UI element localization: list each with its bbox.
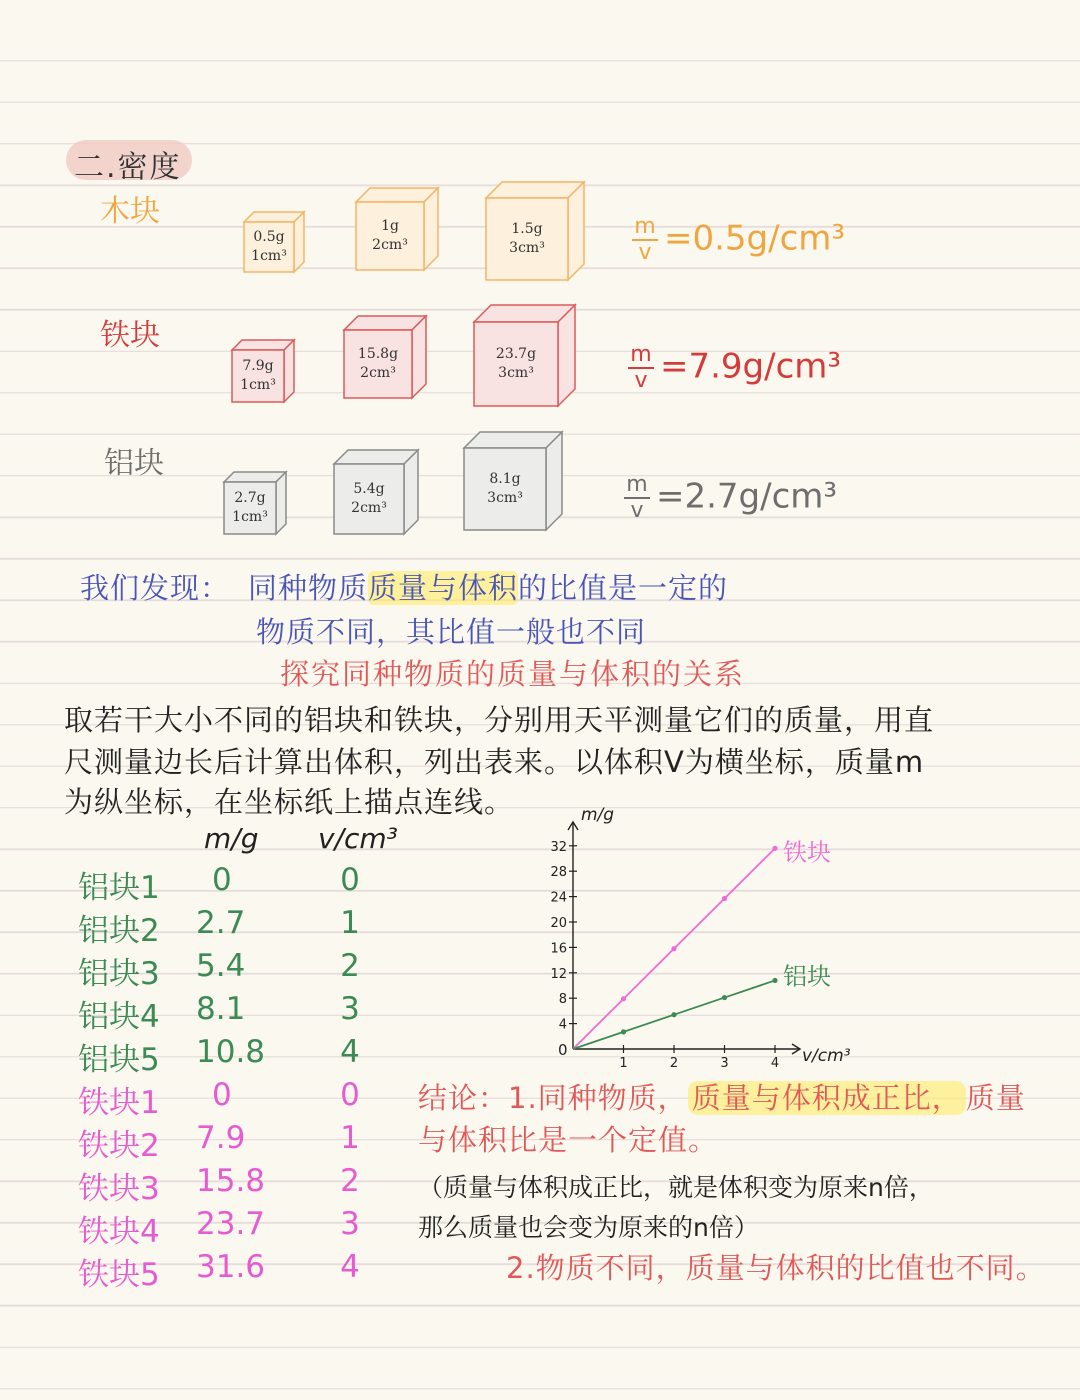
data-point — [671, 1012, 676, 1017]
cube-0-0 — [244, 212, 304, 272]
page-title: 二.密度 — [74, 150, 182, 185]
y-tick-label: 32 — [550, 839, 567, 855]
cube-0-2 — [486, 182, 584, 280]
table-row-name: 铝块2 — [78, 913, 160, 949]
cube-2-1 — [334, 450, 418, 534]
table-row-mass: 0 — [212, 1077, 232, 1113]
x-tick-label: 1 — [619, 1056, 628, 1071]
cube-2-2 — [464, 432, 562, 530]
table-row-name: 铁块1 — [78, 1085, 160, 1121]
data-point — [621, 996, 626, 1001]
y-axis-label: m/g — [581, 805, 615, 825]
paragraph-line-2: 尺测量边长后计算出体积，列出表来。以体积V为横坐标，质量m — [64, 745, 925, 779]
cube-mass-label: 2.7g — [234, 490, 266, 506]
data-point — [772, 846, 777, 851]
series-label: 铁块 — [783, 838, 831, 867]
data-point — [772, 978, 777, 983]
cube-volume-label: 1cm³ — [251, 248, 287, 264]
formula-numerator: m — [630, 342, 652, 367]
x-axis-label: v/cm³ — [802, 1046, 851, 1066]
cube-mass-label: 8.1g — [489, 471, 521, 487]
table-row-name: 铁块3 — [78, 1171, 160, 1207]
cube-mass-label: 23.7g — [495, 346, 537, 362]
cube-mass-label: 7.9g — [242, 358, 274, 374]
wood-block-label: 木块 — [100, 194, 160, 229]
finding-text-a: 同种物质 — [248, 571, 369, 605]
formula-numerator: m — [634, 214, 656, 239]
origin-label: 0 — [558, 1041, 568, 1059]
table-row-mass: 8.1 — [196, 991, 246, 1027]
cube-volume-label: 3cm³ — [487, 490, 523, 506]
table-row-volume: 1 — [340, 905, 360, 941]
table-row-volume: 3 — [340, 991, 360, 1027]
cube-mass-label: 0.5g — [253, 229, 285, 245]
finding-line-2: 物质不同，其比值一般也不同 — [256, 615, 647, 649]
cube-1-1 — [344, 316, 426, 398]
y-tick-label: 20 — [550, 916, 567, 931]
cube-volume-label: 2cm³ — [360, 365, 396, 381]
table-row-volume: 0 — [340, 862, 360, 898]
cube-0-1 — [356, 188, 438, 270]
finding-line-1 — [80, 566, 728, 607]
y-tick-label: 4 — [558, 1017, 567, 1033]
data-point — [671, 946, 676, 951]
conclusion-line-2: 与体积比是一个定值。 — [418, 1123, 719, 1157]
formula-denominator: v — [638, 240, 652, 265]
conclusion-text-b: 质量 — [965, 1081, 1026, 1115]
cube-volume-label: 2cm³ — [351, 500, 387, 516]
table-row-mass: 10.8 — [196, 1034, 266, 1070]
table-row-name: 铁块4 — [78, 1214, 160, 1250]
finding-highlight: 质量与体积 — [368, 571, 519, 605]
cube-volume-label: 1cm³ — [240, 377, 276, 393]
cube-mass-label: 15.8g — [357, 346, 399, 362]
table-row-name: 铁块2 — [78, 1128, 160, 1164]
y-tick-label: 24 — [550, 890, 567, 906]
iron-density-value: =7.9g/cm³ — [660, 346, 842, 387]
finding-prefix: 我们发现： — [80, 571, 231, 605]
conclusion-note-2: 那么质量也会变为原来的n倍） — [418, 1213, 759, 1242]
cube-volume-label: 1cm³ — [232, 509, 268, 525]
x-tick-label: 2 — [669, 1056, 679, 1071]
cube-volume-label: 2cm³ — [372, 237, 408, 253]
y-tick-label: 16 — [550, 941, 567, 957]
table-row-mass: 23.7 — [196, 1206, 266, 1242]
y-tick-label: 8 — [558, 992, 567, 1008]
table-row-volume: 2 — [340, 1163, 360, 1199]
aluminum-density-formula — [624, 474, 837, 522]
table-row-volume: 0 — [340, 1077, 360, 1113]
cube-mass-label: 1.5g — [511, 221, 543, 237]
table-row-name: 铝块4 — [78, 999, 160, 1035]
table-row-mass: 2.7 — [196, 905, 246, 941]
experiment-title: 探究同种物质的质量与体积的关系 — [280, 657, 746, 691]
iron-block-label: 铁块 — [100, 318, 160, 353]
conclusion-note-1: （质量与体积成正比，就是体积变为原来n倍， — [418, 1173, 934, 1202]
x-tick-label: 3 — [720, 1056, 729, 1071]
cube-1-0 — [232, 340, 294, 402]
cube-mass-label: 1g — [381, 218, 399, 234]
table-row-volume: 2 — [340, 948, 360, 984]
formula-denominator: v — [630, 498, 644, 523]
formula-numerator: m — [626, 472, 648, 497]
table-row-volume: 4 — [340, 1249, 360, 1285]
cube-mass-label: 5.4g — [353, 481, 385, 497]
table-row-volume: 1 — [340, 1120, 360, 1156]
cube-1-2 — [474, 305, 575, 406]
conclusion-line-1 — [418, 1076, 1026, 1117]
table-header-volume: v/cm³ — [318, 822, 398, 855]
aluminum-block-label: 铝块 — [104, 446, 164, 481]
conclusion-line-3: 2.物质不同，质量与体积的比值也不同。 — [506, 1251, 1046, 1285]
iron-density-formula — [628, 344, 841, 392]
cube-volume-label: 3cm³ — [509, 240, 545, 256]
table-row-mass: 5.4 — [196, 948, 246, 984]
conclusion-text-a: 1.同种物质， — [508, 1081, 688, 1115]
y-tick-label: 12 — [550, 966, 567, 982]
formula-denominator: v — [634, 368, 648, 393]
x-tick-label: 4 — [770, 1056, 780, 1071]
table-row-name: 铝块3 — [78, 956, 160, 992]
table-row-mass: 7.9 — [196, 1120, 246, 1156]
conclusion-prefix: 结论： — [418, 1081, 509, 1115]
paragraph-line-1: 取若干大小不同的铝块和铁块，分别用天平测量它们的质量，用直 — [64, 703, 935, 737]
table-row-name: 铝块5 — [78, 1042, 160, 1078]
table-row-mass: 0 — [212, 862, 232, 898]
wood-density-value: =0.5g/cm³ — [664, 218, 846, 259]
table-row-name: 铝块1 — [78, 870, 160, 906]
data-point — [722, 995, 727, 1000]
table-row-volume: 3 — [340, 1206, 360, 1242]
table-row-mass: 31.6 — [196, 1249, 266, 1285]
data-point — [722, 896, 727, 901]
aluminum-density-value: =2.7g/cm³ — [656, 476, 838, 517]
table-row-volume: 4 — [340, 1034, 360, 1070]
series-label: 铝块 — [783, 962, 831, 991]
cube-volume-label: 3cm³ — [498, 365, 534, 381]
wood-density-formula — [632, 216, 845, 264]
data-point — [621, 1029, 626, 1034]
y-tick-label: 28 — [550, 865, 567, 881]
paragraph-line-3: 为纵坐标，在坐标纸上描点连线。 — [64, 785, 515, 819]
finding-text-b: 的比值是一定的 — [518, 571, 729, 605]
mass-volume-chart — [540, 800, 870, 1080]
cube-2-0 — [224, 472, 286, 534]
conclusion-highlight: 质量与体积成正比， — [688, 1081, 966, 1115]
table-header-mass: m/g — [204, 822, 259, 855]
table-row-mass: 15.8 — [196, 1163, 266, 1199]
table-row-name: 铁块5 — [78, 1257, 160, 1293]
